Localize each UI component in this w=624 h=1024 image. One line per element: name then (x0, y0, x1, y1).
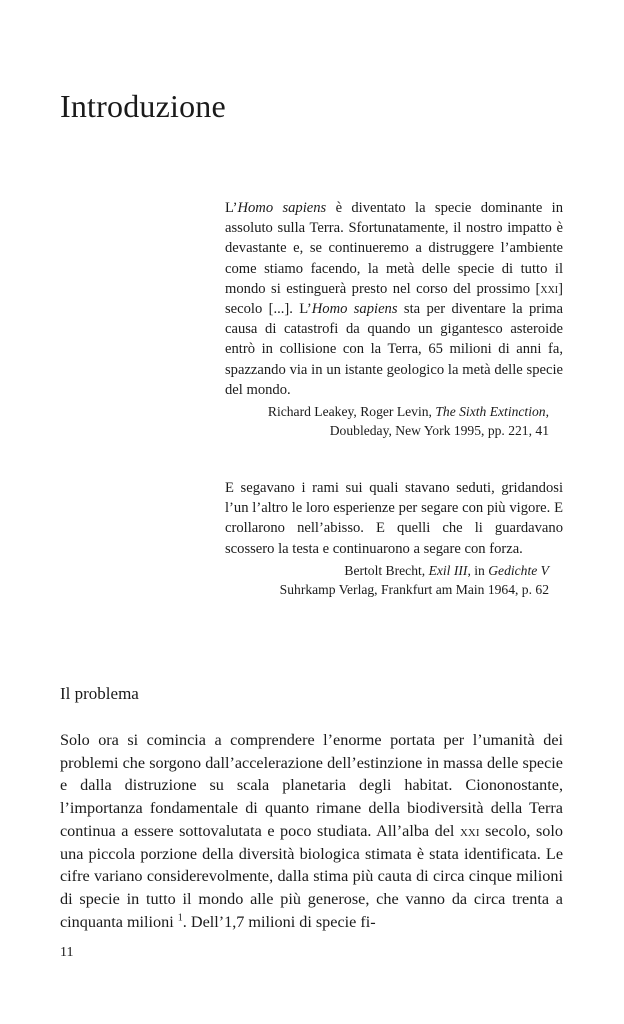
quote-text: è diventato la specie dominante in assoluto sulla Terra. Sfortunatamente, il nostro impatto è devastante e, se continueremo a distruggere l’ambiente come stiamo facendo, la metà delle specie di tutto il mondo si estinguerà presto nel corso del prossimo [ (225, 200, 563, 297)
footnote-marker[interactable]: 1 (177, 912, 183, 924)
quote-text: sta per diventare la prima causa di catastrofi da quando un gigantesco asteroide entrò in collisione con la Terra, 65 milioni di anni fa, spazzando via in un istante geologico la metà delle specie del mondo. (225, 301, 564, 398)
body-text: secolo, solo una piccola porzione della diversità biologica stimata è stata identificata. Le cifre variano considerevolmente, dalla stima più cauta di circa cinque milioni di specie in tutto il mondo alle più generose, che vanno da circa trenta a cinquanta milioni (60, 821, 563, 931)
attribution-text: , (545, 404, 549, 420)
quote-text: L’ (225, 200, 238, 216)
chapter-title: Introduzione (60, 88, 226, 124)
body-paragraph (60, 729, 563, 933)
epigraph-leakey (225, 198, 563, 440)
section-title: Il problema (60, 684, 139, 703)
attribution-line (225, 561, 549, 580)
attribution-title: The Sixth Extinction (435, 404, 546, 420)
attribution-title: Exil III (428, 562, 468, 578)
attribution-line: Doubleday, New York 1995, pp. 221, 41 (329, 423, 549, 439)
quote-italic: Homo sapiens (237, 200, 327, 216)
attribution-title: Gedichte V (488, 562, 549, 578)
epigraph-attribution (225, 402, 563, 440)
quote-smallcaps: xxi (540, 280, 559, 297)
epigraph-quote (225, 198, 563, 400)
epigraph-attribution (225, 561, 563, 599)
page-number: 11 (60, 945, 74, 960)
quote-italic: Homo sapiens (311, 301, 398, 318)
quote-text: ] secolo [...]. L’ (225, 280, 563, 318)
attribution-authors: Bertolt Brecht, (344, 562, 429, 578)
attribution-line (225, 402, 549, 421)
epigraph-brecht (225, 478, 563, 599)
attribution-line: Suhrkamp Verlag, Frankfurt am Main 1964, p. 62 (279, 581, 549, 597)
body-text: Solo ora si comincia a comprendere l’enorme portata per l’umanità dei problemi che sorgono dall’accelerazione dell’estinzione in massa delle specie e dalla distruzione su scala planetaria degli habitat. Ciononostante, l’importanza fondamentale di quanto rimane della biodiversità della Terra continua a essere sottovalutata e poco studiata. All’alba del (60, 731, 563, 840)
body-smallcaps: xxi (459, 821, 480, 840)
body-text: . Dell’1,7 milioni di specie fi- (182, 912, 376, 931)
epigraph-quote: E segavano i rami sui quali stavano seduti, gridandosi l’un l’altro le loro esperienze per segare con più vigore. E crollarono nell’abisso. E quelli che li guardavano scossero la testa e continuarono a segare con forza. (225, 480, 563, 557)
attribution-authors: Richard Leakey, Roger Levin, (267, 404, 436, 420)
attribution-text: , in (467, 562, 489, 578)
